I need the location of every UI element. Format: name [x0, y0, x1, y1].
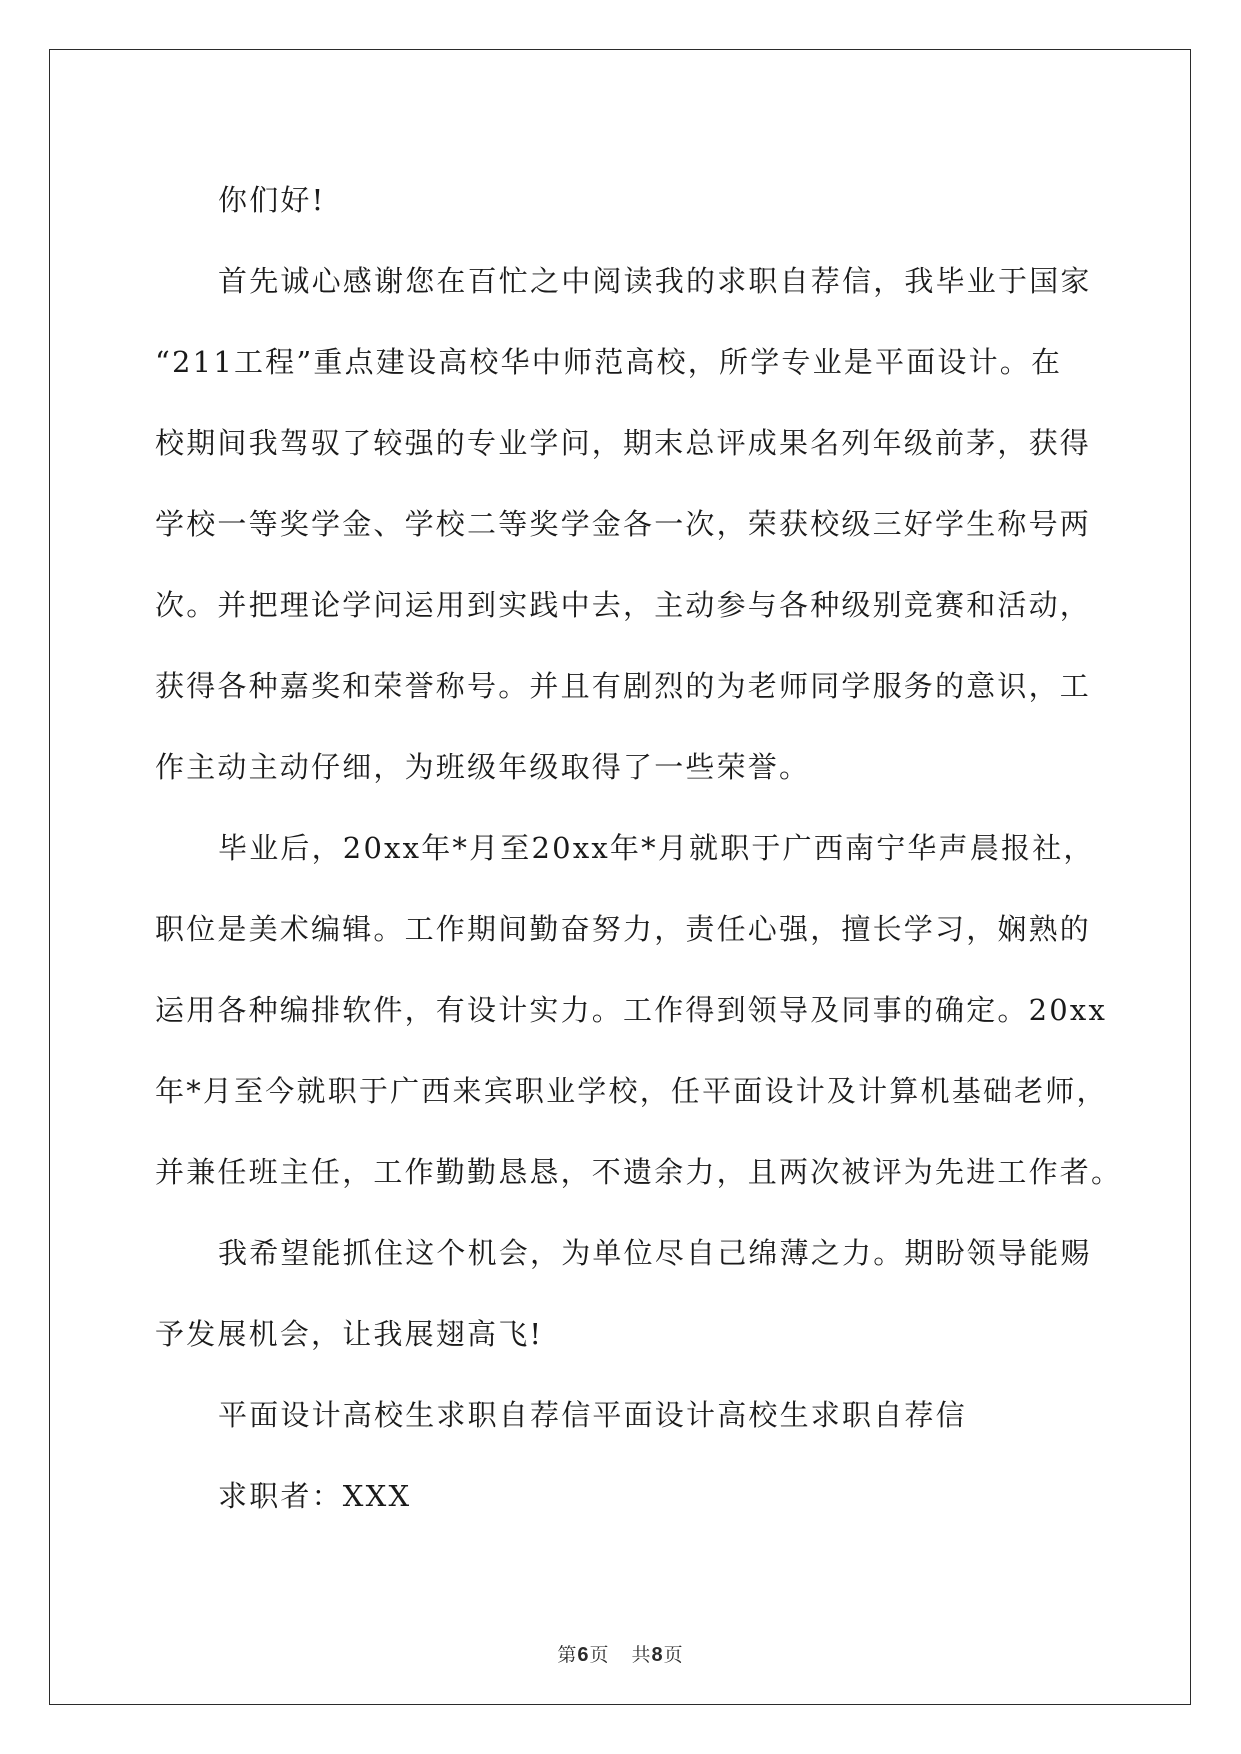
paragraph-line: 校期间我驾驭了较强的专业学问，期末总评成果名列年级前茅，获得 [155, 426, 1092, 460]
total-suffix: 页 [663, 1644, 684, 1666]
paragraph-line: 次。并把理论学问运用到实践中去，主动参与各种级别竞赛和活动， [155, 588, 1092, 622]
paragraph-line: 首先诚心感谢您在百忙之中阅读我的求职自荐信，我毕业于国家 [218, 264, 1092, 298]
paragraph-line: 职位是美术编辑。工作期间勤奋努力，责任心强，擅长学习，娴熟的 [155, 912, 1092, 946]
paragraph-line: 获得各种嘉奖和荣誉称号。并且有剧烈的为老师同学服务的意识，工 [155, 669, 1092, 703]
signature-line: 求职者：XXX [218, 1479, 412, 1513]
total-page-number: 8 [651, 1644, 664, 1666]
paragraph-line: 作主动主动仔细，为班级年级取得了一些荣誉。 [155, 750, 811, 784]
paragraph-line: “211工程”重点建设高校华中师范高校，所学专业是平面设计。在 [155, 345, 1063, 379]
paragraph-line: 并兼任班主任，工作勤勤恳恳，不遗余力，且两次被评为先进工作者。 [155, 1155, 1123, 1189]
letter-body [155, 160, 1123, 1537]
greeting-line: 你们好! [218, 183, 326, 217]
page-prefix: 第 [557, 1644, 578, 1666]
paragraph-line: 予发展机会，让我展翅高飞! [155, 1317, 544, 1351]
current-page-number: 6 [577, 1644, 590, 1666]
page-suffix: 页 [589, 1644, 610, 1666]
page-footer [0, 1640, 1241, 1667]
paragraph-line: 毕业后，20xx年*月至20xx年*月就职于广西南宁华声晨报社， [218, 831, 1095, 865]
paragraph-line: 学校一等奖学金、学校二等奖学金各一次，荣获校级三好学生称号两 [155, 507, 1092, 541]
paragraph-line: 运用各种编排软件，有设计实力。工作得到领导及同事的确定。20xx [155, 993, 1108, 1027]
paragraph-line: 我希望能抓住这个机会，为单位尽自己绵薄之力。期盼领导能赐 [218, 1236, 1092, 1270]
document-title-line: 平面设计高校生求职自荐信平面设计高校生求职自荐信 [218, 1398, 967, 1432]
total-prefix: 共 [631, 1644, 652, 1666]
paragraph-line: 年*月至今就职于广西来宾职业学校，任平面设计及计算机基础老师， [155, 1074, 1108, 1108]
